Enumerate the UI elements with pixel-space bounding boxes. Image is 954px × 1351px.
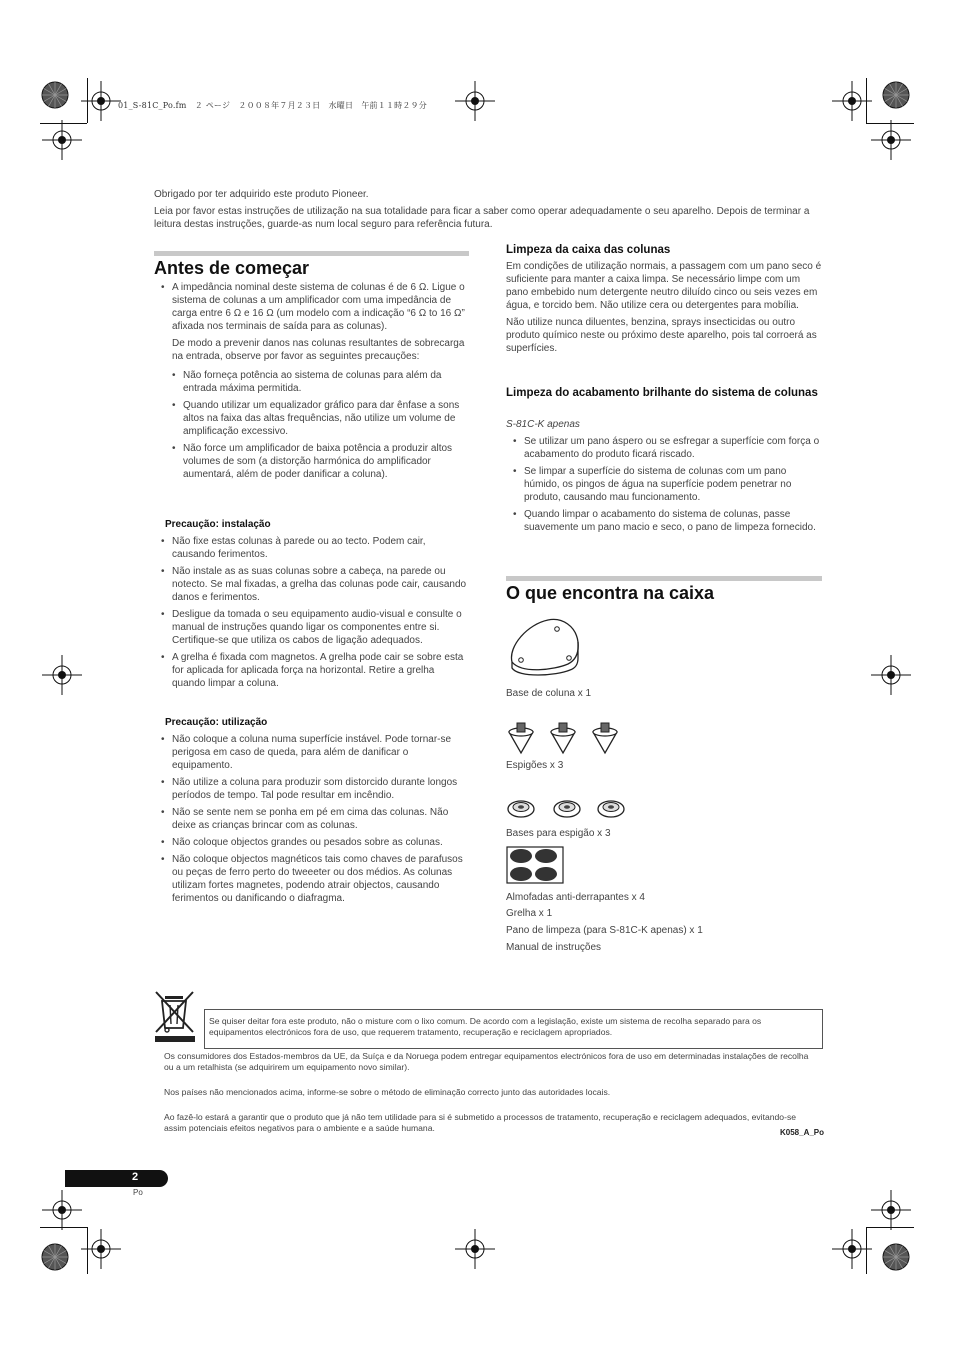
crop-line [87,78,88,123]
install-item: • Não fixe estas colunas à parede ou ao tecto. Podem cair, causando ferimentos. [154,535,470,561]
disposal-code: K058_A_Po [780,1128,825,1137]
use-caution-list [154,733,470,909]
intro [154,188,822,235]
spike-icon [548,722,578,754]
gloss-cleaning-list [506,435,822,538]
item-speaker-base: Base de coluna x 1 [506,688,592,699]
color-target-icon [881,80,911,110]
page-number: 2 [132,1171,139,1183]
item-anti-slip-pads: Almofadas anti-derrapantes x 4 [506,892,645,903]
impedance-text: A impedância nominal deste sistema de colunas é de 6 Ω. Ligue o sistema de colunas a um amplificador com uma impedância de carga entre 6 Ω e 16 Ω (um modelo com a indicação “6 Ω to 16 Ω” afixada nos terminais de saída para as colunas). [172,282,465,332]
crop-line [40,123,87,124]
use-item: • Não coloque objectos magnéticos tais como chaves de parafusos ou peças de ferro perto do tweeeter ou dos médios. As colunas utilizam fortes magnetes, podendo atrair objectos, causando ferimentos ou danificando o diafragma. [154,853,470,905]
disposal-eu-note: Os consumidores dos Estados-membros da UE, da Suíça e da Noruega podem entregar equipamentos electrónicos fora de uso em determinadas instalações de recolha ou a um retalhista (se adquirirem um equipamento novo similar). [164,1051,809,1072]
disposal-notice-text: Se quiser deitar fora este produto, não o misture com o lixo comum. De acordo com a legislação, existe um sistema de recolha separado para os equipamentos electrónicos fora de uso, que requerem tratamento, recuperação e reciclagem apropriados. [209,1016,762,1037]
page-language: Po [133,1188,143,1197]
spike-icon [590,722,620,754]
item-spike-bases: Bases para espigão x 3 [506,828,611,839]
spike-base-icon [506,797,536,819]
registration-mark-icon [871,120,911,160]
section-rule [154,251,469,256]
cabinet-cleaning-p1: Em condições de utilização normais, a passagem com um pano seco é suficiente para manter a caixa limpa. Se necessário limpe com um pano embebido num detergente neutro diluído cinco ou seis vezes em água, e torcido bem. Não utilize cera ou detergentes para mobília. [506,261,822,311]
gloss-item: • Se limpar a superfície do sistema de colunas com um pano húmido, os pingos de água na superfície podem penetrar no produto, causando mau funcionamento. [506,465,822,504]
crop-line [87,1227,88,1274]
gloss-item: • Quando limpar o acabamento do sistema de colunas, passe suavemente um pano macio e seco, o pano de limpeza fornecido. [506,508,822,534]
speaker-base-icon [506,616,581,678]
crossed-out-wheelie-bin-icon [153,990,197,1048]
crop-line [866,1227,867,1274]
page-number-tab [65,1170,168,1187]
heading-install-caution: Precaução: instalação [165,519,271,530]
crop-line [866,1227,914,1228]
gloss-item: • Se utilizar um pano áspero ou se esfregar a superfície com força o acabamento do produto ficará riscado. [506,435,822,461]
spike-base-icon [596,797,626,819]
file-header-line: 01_S-81C_Po.fm ２ ページ ２００８年７月２３日 水曜日 午前１１時２９分 [118,101,427,110]
overload-intro: De modo a prevenir danos nas colunas resultantes de sobrecarga na entrada, observe por favor as seguintes precauções: [172,338,465,362]
intro-read-instructions: Leia por favor estas instruções de utilização na sua totalidade para ficar a saber como operar adequadamente o seu aparelho. Depois de terminar a leitura destas instruções, guarde-as num local seguro para referência futura. [154,206,810,230]
registration-mark-icon [42,1190,82,1230]
color-target-icon [40,80,70,110]
spike-bases-illustration [506,797,630,821]
item-cleaning-cloth: Pano de limpeza (para S-81C-K apenas) x 1 [506,925,703,936]
use-item: • Não coloque a coluna numa superfície instável. Pode tornar-se perigosa em caso de queda, para além de danificar o equipamento. [154,733,470,772]
disposal-other-countries: Nos países não mencionados acima, informe-se sobre o método de eliminação correcto junto das autoridades locais. [164,1087,611,1097]
registration-mark-icon [871,1190,911,1230]
registration-mark-icon [455,1229,495,1269]
section-title-before-start: Antes de começar [154,258,310,278]
heading-use-caution: Precaução: utilização [165,717,268,728]
overload-item: • Não force um amplificador de baixa potência a produzir altos volumes de som (a distorção harmónica do amplificador aumentará, além de poder danificar a coluna). [165,442,470,481]
section-rule [506,576,822,581]
heading-gloss-cleaning: Limpeza do acabamento brilhante do sistema de colunas [506,387,818,399]
use-item: • Não utilize a coluna para produzir som distorcido durante longos períodos de tempo. Tal pode resultar em incêndio. [154,776,470,802]
registration-mark-icon [42,655,82,695]
install-caution-list [154,535,470,694]
color-target-icon [881,1242,911,1272]
impedance-note [154,281,470,333]
intro-thanks: Obrigado por ter adquirido este produto Pioneer. [154,189,369,200]
section-title-box-contents: O que encontra na caixa [506,583,715,603]
registration-mark-icon [42,120,82,160]
spike-base-icon [552,797,582,819]
gloss-model-note: S-81C-K apenas [506,419,580,430]
anti-slip-pads-icon [506,846,564,884]
use-item: • Não se sente nem se ponha em pé em cima das colunas. Não deixe as crianças brincar com as colunas. [154,806,470,832]
use-item: • Não coloque objectos grandes ou pesados sobre as colunas. [154,836,470,849]
install-item: • Não instale as as suas colunas sobre a cabeça, na parede ou notecto. Se mal fixadas, a grelha das colunas pode cair, causando danos e ferimentos. [154,565,470,604]
cabinet-cleaning-p2: Não utilize nunca diluentes, benzina, sprays insecticidas ou outro produto químico neste ou próximo deste aparelho, pois tal corroerá as superfícies. [506,317,817,354]
install-item: • Desligue da tomada o seu equipamento audio-visual e consulte o manual de instruções quando ligar os componentes entre si. Certifique-se que utiliza os cabos de ligação adequados. [154,608,470,647]
crop-line [866,123,914,124]
overload-item: • Quando utilizar um equalizador gráfico para dar ênfase a sons altos na faixa das altas frequências, não utilize um volume de amplificação excessivo. [165,399,470,438]
cabinet-cleaning-text [506,260,822,355]
registration-mark-icon [871,655,911,695]
spike-icon [506,722,536,754]
crop-line [40,1227,87,1228]
crop-line [866,78,867,123]
registration-mark-icon [455,81,495,121]
item-grille: Grelha x 1 [506,908,553,919]
overload-item: • Não forneça potência ao sistema de colunas para além da entrada máxima permitida. [165,369,470,395]
disposal-benefit: Ao fazê-lo estará a garantir que o produto que já não tem utilidade para si é submetido a processos de tratamento, recuperação e reciclagem adequados, evitando-se assim potenciais efeitos negativos para o ambiente e a saúde humana. [164,1112,797,1133]
item-spikes: Espigões x 3 [506,760,564,771]
heading-cabinet-cleaning: Limpeza da caixa das colunas [506,244,671,256]
before-start-content [154,281,470,485]
install-item: • A grelha é fixada com magnetos. A grelha pode cair se sobre esta for aplicada for aplicada força na horizontal. Retire a grelha quando limpar a coluna. [154,651,470,690]
item-manual: Manual de instruções [506,942,602,953]
color-target-icon [40,1242,70,1272]
spikes-illustration [506,722,630,754]
